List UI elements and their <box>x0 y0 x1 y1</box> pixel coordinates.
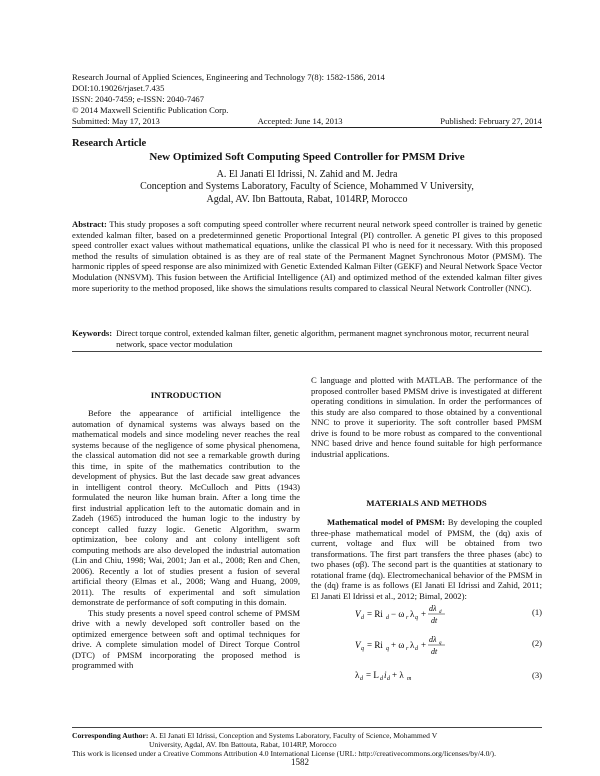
journal-citation: Research Journal of Applied Sciences, Engineering and Technology 7(8): 1582-1586, 2014 <box>72 72 385 82</box>
svg-text:+: + <box>421 640 427 650</box>
header-rule <box>72 127 542 128</box>
license-text: This work is licensed under a Creative Commons Attribution 4.0 International License (URL: http://creativecommons.org/licenses/by/4.0/). <box>72 749 496 758</box>
footer-rule <box>72 727 542 728</box>
footer <box>72 731 542 758</box>
svg-text:d: d <box>386 615 389 621</box>
paper-title: New Optimized Soft Computing Speed Controller for PMSM Drive <box>149 151 465 163</box>
equation-1-number: (1) <box>531 607 542 617</box>
svg-text:q: q <box>361 646 364 652</box>
corresponding-label: Corresponding Author: <box>72 731 149 740</box>
accepted-date: Accepted: June 14, 2013 <box>257 116 343 126</box>
intro-paragraph-2: This study presents a novel speed control scheme of PMSM drive with a newly developed soft controller based on the optimized emergence between soft and optimal techniques for drive. A complete simulation model of Direct Torque Control (DTC) of PMSM incorporating the proposed method is programmed with <box>72 607 300 670</box>
svg-text:λ: λ <box>410 609 415 619</box>
article-type: Research Article <box>72 138 147 149</box>
svg-text:+: + <box>421 609 427 619</box>
equation-2-formula <box>355 632 475 658</box>
equation-3-number: (3) <box>531 670 542 680</box>
equation-1 <box>311 601 542 627</box>
introduction-body <box>72 408 300 671</box>
svg-text:m: m <box>407 676 412 682</box>
dates-row <box>72 116 542 126</box>
svg-text:dt: dt <box>431 616 438 625</box>
svg-text:q: q <box>415 615 418 621</box>
keywords-text: Direct torque control, extended kalman filter, genetic algorithm, permanent magnet synchronous motor, recurrent neural network, space vector modulation <box>116 328 529 349</box>
issn: ISSN: 2040-7459; e-ISSN: 2040-7467 <box>72 94 205 104</box>
intro-paragraph-1: Before the appearance of artificial intelligence the automation of dynamical systems was always based on the mathematical models and since modeling never reaches the real systems because of the negligence of some physical phenomena, the classical automation did not see a remarkable growth during this time, in spite of the mathematics contribution to the development of physics. But the last decade saw great advances in intelligent control theory. McCulloch and Pitts (1943) formulated the neuron like human brain. After a long time the first industrial application left to the automatic domain and in Zadeh (1965) introduced the human logic to the industry by concept called fuzzy logic. Genetic Algorithm, swarm optimization, bee colony and ant colony intelligent soft computing methods are also developed the industrial automation (Lin and Chiu, 1998; Wai, 2001; Jan et al., 2008; Ren and Chen, 2006). Recently a lot of studies present a fusion of several artificial theory (Elmas et al., 2008; Wang and Huang, 2009, 2011). The results of experimental and soft simulation demonstrate de performance of soft computing in this domain. <box>72 408 300 607</box>
svg-text:q: q <box>439 641 442 646</box>
keywords-rule <box>72 351 542 352</box>
submitted-date: Submitted: May 17, 2013 <box>72 116 160 126</box>
model-paragraph <box>311 517 542 601</box>
svg-text:q: q <box>386 646 389 652</box>
svg-text:= Ri: = Ri <box>367 609 383 619</box>
svg-text:r: r <box>406 615 409 621</box>
right-column-continuation <box>311 375 542 459</box>
equation-1-formula <box>355 601 475 627</box>
svg-text:= L: = L <box>366 670 379 680</box>
svg-text:− ω: − ω <box>391 609 405 619</box>
svg-text:dλ: dλ <box>429 604 437 613</box>
doi: DOI:10.19026/rjaset.7.435 <box>72 83 165 93</box>
keywords-label: Keywords: <box>72 328 113 338</box>
svg-text:d: d <box>415 646 418 652</box>
svg-text:V: V <box>355 640 361 650</box>
svg-text:d: d <box>360 676 363 682</box>
equation-2-number: (2) <box>531 638 542 648</box>
model-text: By developing the coupled three-phase mathematical model of PMSM, the (dq) axis of current, voltage and flux will be obtained from two transformations. The first part transfers the three phases (abc) to two phases (αβ). The second part is the quantities at stationary to rotational frame (dq). Electromechanical behavior of the PMSM in the (dq) frame is as follows (El Janati El Idrissi and Zahid, 2011; El Janati El Idrissi et al., 2012; Bimal, 2002): <box>311 517 542 601</box>
introduction-heading: INTRODUCTION <box>150 390 222 400</box>
svg-text:d: d <box>380 676 383 682</box>
equation-2 <box>311 632 542 658</box>
svg-text:λ: λ <box>355 670 360 680</box>
affiliation <box>110 180 504 206</box>
keywords <box>72 328 542 349</box>
abstract-text: This study proposes a soft computing speed controller where recurrent neural network speed controller is trained by genetic extended kalman filter, based on a predeterminned genetic Proportional Integral (PI) controller. A genetic PI gives to this proposed speed controller exact values without mathematical equations, unlike the classical PI who is need for it necessary. With this proposed method the results of simulation obtained is as they are of real state of the Permanent Magnet Synchronous Motor (PMSM). The harmonic ripples of speed response are also minimized with Genetic Extended Kalman Filter (GEKF) and Neural Network Space Vector Modulation (NNSVM). This fusion between the Artificial Intelligence (AI) and optimized method of the extended kalman filter gives more superiority to the method proposed, like shows the simulations results compared to classical Neural Network Controller (NNC). <box>72 219 542 293</box>
abstract <box>72 219 542 293</box>
svg-text:+ λ: + λ <box>392 670 404 680</box>
affiliation-line-2: Agdal, AV. Ibn Battouta, Rabat, 1014RP, Morocco <box>206 194 408 205</box>
svg-text:dλ: dλ <box>429 635 437 644</box>
svg-text:+ ω: + ω <box>391 640 405 650</box>
corresponding-line-2: University, Agdal, AV. Ibn Battouta, Rabat, 1014RP, Morocco <box>149 740 337 749</box>
authors: A. El Janati El Idrissi, N. Zahid and M. Jedra <box>216 169 398 180</box>
methods-heading: MATERIALS AND METHODS <box>366 498 487 508</box>
svg-text:λ: λ <box>410 640 415 650</box>
svg-text:d: d <box>439 610 442 615</box>
published-date: Published: February 27, 2014 <box>440 116 542 126</box>
page-number: 1582 <box>291 757 309 767</box>
equation-3-formula <box>355 664 475 686</box>
copyright: © 2014 Maxwell Scientific Publication Corp. <box>72 105 229 115</box>
svg-text:= Ri: = Ri <box>367 640 383 650</box>
corresponding-line-1: A. El Janati El Idrissi, Conception and Systems Laboratory, Faculty of Science, Mohammed V <box>149 731 438 740</box>
svg-text:dt: dt <box>431 647 438 656</box>
continuation-paragraph: C language and plotted with MATLAB. The performance of the proposed controller based PMSM drive is investigated at different operating conditions in simulation. In order the performances of this study are also compared to those obtained by a conventional NNC to prove it superiority. The soft controller based PMSM drive is found to be more robust as compared to the conventional NNC based drive and hence found suitable for high performance industrial applications. <box>311 375 542 459</box>
svg-text:i: i <box>384 670 387 680</box>
model-label: Mathematical model of PMSM: <box>327 517 446 527</box>
abstract-label: Abstract: <box>72 219 107 229</box>
svg-text:V: V <box>355 609 361 619</box>
svg-text:d: d <box>387 676 390 682</box>
svg-text:d: d <box>361 615 364 621</box>
affiliation-line-1: Conception and Systems Laboratory, Faculty of Science, Mohammed V University, <box>140 181 474 192</box>
equation-3 <box>311 664 542 686</box>
svg-text:r: r <box>406 646 409 652</box>
